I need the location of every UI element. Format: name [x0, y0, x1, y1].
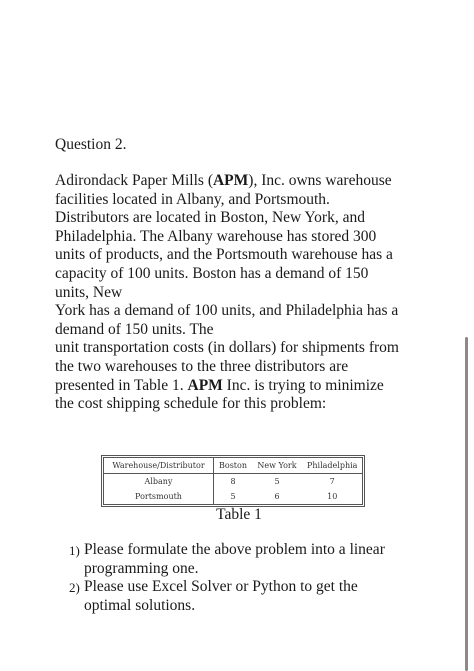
paragraph-line: facilities located in Albany, and Portsmouth.: [55, 190, 330, 208]
table-cell: 6: [274, 492, 280, 501]
paragraph-line: Philadelphia. The Albany warehouse has stored 300: [55, 227, 377, 245]
table-cell: Portsmouth: [104, 489, 214, 505]
cost-table-frame: [101, 455, 365, 507]
list-item: [69, 541, 385, 578]
paragraph-line: the cost shipping schedule for this problem:: [55, 395, 327, 413]
task-number: 1): [69, 543, 80, 558]
table-cell: 7: [329, 477, 335, 486]
paragraph-line: units, New: [55, 283, 123, 301]
paragraph-line: unit transportation costs (in dollars) for shipments from: [55, 339, 399, 357]
table-cell: 5: [230, 492, 236, 501]
table-cell: 10: [327, 492, 338, 501]
table-header-cell: Warehouse/Distributor: [104, 458, 214, 474]
table-header-cell: Boston: [214, 458, 252, 474]
problem-paragraph: [55, 172, 399, 414]
table-caption: Table 1: [216, 506, 262, 523]
table-row: [104, 489, 363, 505]
paragraph-line: Adirondack Paper Mills (APM), Inc. owns warehouse: [55, 172, 392, 189]
table-header-row: [104, 458, 363, 474]
task-text: Please formulate the above problem into a linear: [84, 541, 385, 558]
task-text: optimal solutions.: [84, 596, 196, 614]
paragraph-line: Distributors are located in Boston, New York, and: [55, 209, 365, 227]
apm-bold: APM: [187, 376, 223, 394]
apm-bold: APM: [212, 172, 249, 189]
paragraph-line: demand of 150 units. The: [55, 320, 214, 338]
paragraph-line: presented in Table 1. APM Inc. is trying to minimize: [55, 376, 384, 394]
vertical-scrollbar[interactable]: [465, 337, 468, 671]
table-header-cell: New York: [252, 458, 302, 474]
table-cell: 8: [230, 477, 236, 486]
paragraph-line: capacity of 100 units. Boston has a demand of 150: [55, 264, 369, 282]
task-text: Please use Excel Solver or Python to get the: [84, 578, 358, 596]
table-cell: 5: [274, 477, 280, 486]
table-header-cell: Philadelphia: [302, 458, 363, 474]
paragraph-line: units of products, and the Portsmouth warehouse has a: [55, 246, 393, 264]
task-number: 2): [69, 580, 80, 596]
task-text: programming one.: [84, 559, 199, 577]
table-row: [104, 474, 363, 490]
question-title: Question 2.: [55, 136, 127, 153]
table-cell: Albany: [104, 474, 214, 490]
task-list: [69, 541, 385, 615]
paragraph-line: the two warehouses to the three distributors are: [55, 357, 349, 375]
cost-table: [103, 457, 363, 505]
list-item: [69, 578, 385, 615]
paragraph-line: York has a demand of 100 units, and Philadelphia has a: [55, 302, 399, 320]
